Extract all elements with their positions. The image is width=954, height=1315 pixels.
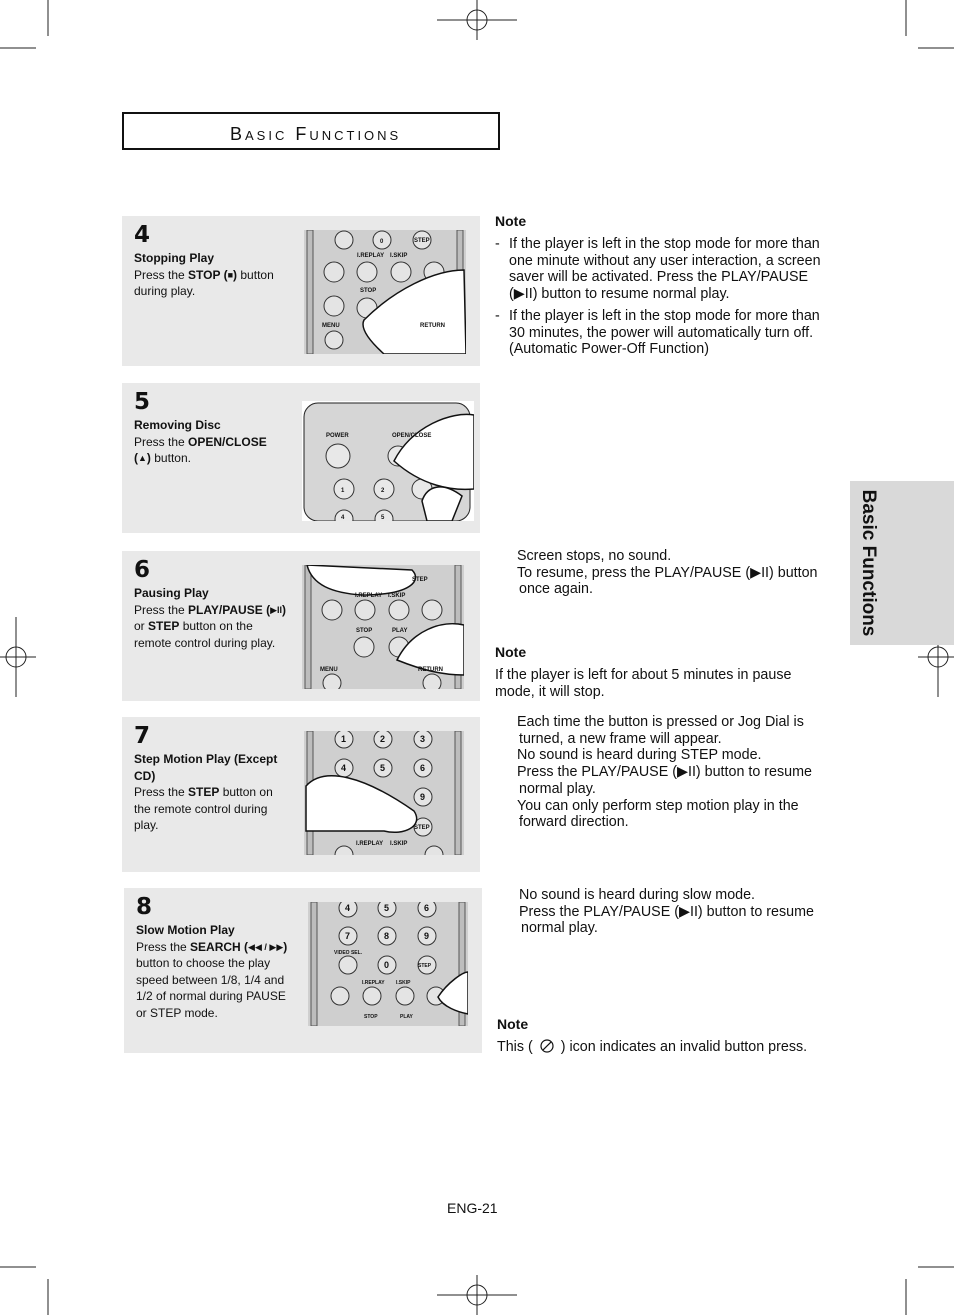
remote-illustration	[304, 731, 464, 855]
btn-label: 6	[420, 763, 426, 773]
btn-label: 5	[380, 763, 386, 773]
text-run: )	[282, 602, 287, 617]
step-number: 7	[134, 723, 151, 749]
step-title: Removing Disc	[134, 418, 221, 432]
btn-label: I.SKIP	[390, 253, 408, 259]
remote-illustration	[304, 230, 466, 354]
step-panel-7	[122, 717, 480, 872]
side-tab-text: Basic Functions	[858, 489, 879, 637]
btn-label: PLAY	[392, 628, 408, 634]
step-title: Step Motion Play (Except CD)	[134, 752, 278, 783]
text-run: Press the	[134, 602, 189, 617]
btn-label: 3	[420, 734, 426, 744]
step-number: 5	[134, 389, 151, 415]
button-glyph-icon: ▶II	[270, 604, 283, 615]
text-run: Press the	[136, 939, 191, 954]
btn-label: POWER	[326, 433, 349, 439]
pause-description	[517, 548, 827, 598]
text-line: You can only perform step motion play in the	[517, 797, 799, 814]
step-panel-8	[124, 888, 482, 1053]
btn-label: I.SKIP	[396, 980, 411, 986]
btn-label: STEP	[412, 577, 428, 583]
note-line: one minute without any user interaction, a screen	[509, 252, 821, 269]
step-description	[134, 751, 286, 834]
step-instructions	[134, 785, 273, 832]
button-glyph-icon: ◀◀ / ▶▶	[248, 941, 284, 952]
text-line: No sound is heard during slow mode.	[519, 887, 756, 903]
btn-label: RETURN	[420, 323, 445, 329]
note-heading-1: Note	[495, 213, 527, 229]
note-line: (Automatic Power-Off Function)	[509, 341, 709, 358]
btn-label: I.SKIP	[388, 593, 406, 599]
btn-label: I.REPLAY	[355, 593, 383, 599]
btn-label: STEP	[418, 963, 432, 969]
text-run: STEP	[148, 619, 180, 634]
remote-illustration	[308, 902, 468, 1026]
note-3-after: ) icon indicates an invalid button press.	[560, 1039, 808, 1055]
btn-label: 5	[384, 903, 390, 913]
note-3-before: This (	[497, 1039, 533, 1055]
step-description	[134, 585, 286, 651]
text-run: STOP (	[188, 267, 228, 282]
btn-label: 4	[345, 903, 351, 913]
text-line: No sound is heard during STEP mode.	[517, 747, 762, 764]
text-run: or	[134, 619, 149, 634]
text-run: Press the	[134, 785, 189, 800]
text-run: )	[146, 451, 151, 466]
text-line: Press the PLAY/PAUSE (▶II) button to resume	[519, 903, 814, 920]
btn-label: I.REPLAY	[362, 980, 385, 986]
text-run: Press the	[134, 434, 189, 449]
btn-label: 4	[341, 515, 345, 521]
btn-label: 4	[341, 763, 347, 773]
text-line: To resume, press the PLAY/PAUSE (▶II) button	[517, 564, 818, 581]
btn-label: STOP	[356, 628, 373, 634]
note-line: 30 minutes, the power will automatically turn off.	[509, 324, 814, 341]
remote-control-image	[302, 401, 474, 521]
text-run: button on the remote control during play.	[134, 785, 273, 833]
text-line: If the player is left for about 5 minutes in pause	[495, 667, 792, 683]
step-description	[134, 417, 286, 467]
remote-control-image	[302, 565, 464, 689]
slow-motion-description	[519, 887, 829, 937]
remote-illustration	[302, 565, 464, 689]
btn-label: PLAY	[400, 1014, 413, 1020]
step-panel-5	[122, 383, 480, 533]
step-motion-description	[517, 714, 827, 831]
btn-label: STOP	[364, 1014, 378, 1020]
text-run: PLAY/PAUSE	[188, 602, 263, 617]
btn-label: I.SKIP	[390, 841, 408, 847]
page-number: ENG-21	[447, 1200, 498, 1216]
note-line: If the player is left in the stop mode for more than	[509, 236, 820, 252]
step-title: Slow Motion Play	[136, 923, 235, 937]
step-instructions	[136, 940, 287, 1020]
note-line: If the player is left in the stop mode for more than	[509, 307, 820, 324]
text-run: button on the remote control during play.	[134, 619, 276, 650]
note-heading-3: Note	[497, 1016, 529, 1032]
btn-label: 2	[380, 734, 386, 744]
step-panel-4	[122, 216, 480, 366]
text-run: )	[233, 267, 238, 282]
button-glyph-icon: ■	[227, 269, 234, 280]
remote-control-image	[308, 902, 468, 1026]
step-number: 8	[136, 894, 153, 920]
btn-label: 5	[381, 515, 385, 521]
text-run: )	[283, 939, 288, 954]
section-header-title: Basic Functions	[230, 124, 402, 144]
note-3-text	[497, 1039, 817, 1056]
step-instructions	[134, 435, 267, 466]
btn-label: STEP	[414, 825, 430, 831]
btn-label: 9	[424, 931, 430, 941]
step-title: Stopping Play	[134, 251, 215, 265]
text-line: normal play.	[521, 920, 598, 937]
btn-label: 1	[341, 734, 347, 744]
text-line: mode, it will stop.	[495, 683, 605, 700]
btn-label: I.REPLAY	[357, 253, 385, 259]
note-1-list	[495, 236, 825, 363]
text-line: once again.	[519, 581, 593, 598]
btn-label: 7	[345, 931, 351, 941]
step-instructions	[134, 603, 286, 650]
section-header-box	[122, 112, 500, 150]
dash-bullet: -	[495, 307, 500, 324]
remote-control-image	[304, 230, 466, 354]
dash-bullet: -	[495, 236, 500, 252]
btn-label: 6	[424, 903, 430, 913]
text-run: STEP	[188, 785, 220, 800]
btn-label: STEP	[414, 238, 430, 244]
text-run: OPEN/CLOSE (	[134, 434, 267, 466]
step-description	[134, 250, 286, 300]
note-line: (▶II) button to resume normal play.	[509, 286, 730, 303]
text-line: Press the PLAY/PAUSE (▶II) button to resume	[517, 764, 812, 781]
text-run: Press the	[134, 267, 189, 282]
btn-label: MENU	[320, 667, 338, 673]
button-glyph-icon: ▲	[138, 453, 147, 464]
btn-label: 9	[420, 792, 426, 802]
btn-label: STOP	[360, 288, 377, 294]
btn-label: I.REPLAY	[356, 841, 384, 847]
text-run: SEARCH (	[190, 939, 249, 954]
btn-label: 1	[341, 488, 345, 494]
step-number: 6	[134, 557, 151, 583]
step-description	[136, 922, 292, 1022]
text-run: button.	[150, 451, 191, 466]
btn-label: VIDEO SEL.	[334, 950, 363, 956]
btn-label: 8	[384, 931, 390, 941]
remote-illustration	[302, 401, 474, 521]
text-run: button to choose the play speed between 1/8, 1/4 and 1/2 of normal during PAUSE or STEP mode.	[136, 956, 286, 1020]
note-2-text	[495, 667, 825, 700]
invalid-icon	[540, 1039, 554, 1053]
note-1-item-1	[495, 236, 825, 303]
btn-label: 0	[384, 960, 390, 970]
remote-control-image	[304, 731, 464, 855]
step-number: 4	[134, 222, 151, 248]
text-line: turned, a new frame will appear.	[519, 730, 722, 747]
step-title: Pausing Play	[134, 586, 209, 600]
note-heading-2: Note	[495, 644, 527, 660]
btn-label: RETURN	[418, 667, 443, 673]
step-panel-6	[122, 551, 480, 701]
btn-label: MENU	[322, 323, 340, 329]
text-line: Screen stops, no sound.	[517, 548, 672, 564]
text-line: forward direction.	[519, 814, 629, 831]
note-1-item-2	[495, 308, 825, 358]
note-line: saver will be activated. Press the PLAY/PAUSE	[509, 269, 809, 286]
btn-label: OPEN/CLOSE	[392, 433, 432, 439]
btn-label: 2	[381, 488, 385, 494]
text-line: normal play.	[519, 780, 596, 797]
step-instructions	[134, 268, 274, 299]
text-run: button during play.	[134, 267, 274, 299]
btn-label: 0	[380, 239, 384, 245]
side-tab-label	[853, 481, 883, 645]
text-line: Each time the button is pressed or Jog Dial is	[517, 714, 804, 730]
text-run: (	[262, 602, 271, 617]
